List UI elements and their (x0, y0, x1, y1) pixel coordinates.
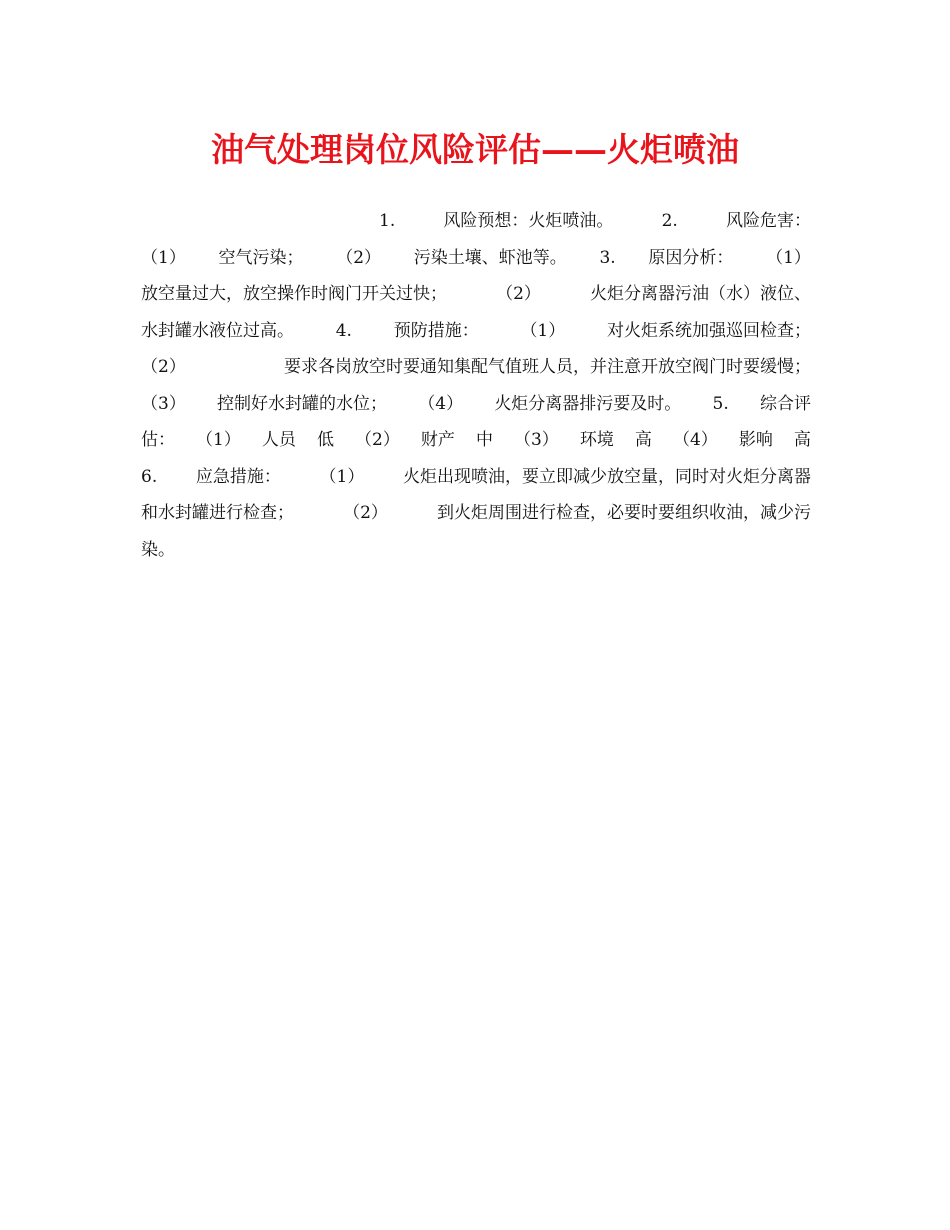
text-segment: 2. (661, 211, 678, 231)
document-title: 油气处理岗位风险评估——火炬喷油 (211, 130, 739, 169)
text-line-7 (141, 422, 811, 459)
text-segment: 染。 (141, 539, 175, 560)
text-segment: 水封罐水液位过高。 (141, 320, 294, 341)
text-segment: 风险危害： (725, 211, 811, 231)
text-segment: （2） (496, 284, 541, 304)
text-segment: （1） (766, 247, 811, 268)
text-segment: 放空量过大，放空操作时阀门开关过快； (141, 284, 447, 304)
text-segment: 预防措施： (393, 320, 479, 341)
text-line-2 (141, 240, 811, 277)
text-segment: 3. (599, 247, 616, 268)
text-segment: 风险预想：火炬喷油。 (443, 211, 614, 231)
text-segment: （3） (141, 393, 186, 414)
text-segment: （1） (319, 466, 365, 487)
text-segment: 影响 (738, 430, 773, 450)
text-line-3 (141, 276, 811, 313)
text-segment: 火炬分离器污油（水）液位、 (589, 284, 811, 304)
text-line-9 (141, 495, 811, 532)
text-line-6 (141, 386, 811, 423)
text-segment: （2） (141, 357, 186, 377)
text-segment: 6. (141, 466, 158, 487)
text-segment: （3） (513, 430, 559, 450)
text-segment: 控制好水封罐的水位； (217, 393, 388, 414)
text-segment: 估： (141, 430, 175, 450)
text-segment: 高 (793, 430, 811, 450)
text-segment: 原因分析： (648, 247, 734, 268)
text-segment: （1） (196, 430, 241, 450)
text-segment: 火炬出现喷油，要立即减少放空量，同时对火炬分离器 (402, 466, 811, 487)
text-line-5 (141, 349, 811, 386)
text-line-8 (141, 459, 811, 496)
document-body (141, 203, 811, 568)
text-segment: 5. (712, 393, 729, 414)
text-line-1-segments (379, 203, 811, 240)
text-segment: 污染土壤、虾池等。 (413, 247, 567, 268)
text-segment: 到火炬周围进行检查，必要时要组织收油，减少污 (436, 503, 811, 523)
text-segment: 财产 (420, 430, 455, 450)
text-segment: （2） (355, 430, 400, 450)
text-segment: （4） (672, 430, 718, 450)
text-segment: 综合评 (759, 393, 811, 414)
text-line-10 (141, 532, 811, 569)
text-segment: 高 (634, 430, 652, 450)
text-segment: 空气污染； (218, 247, 304, 268)
text-segment: 低 (316, 430, 334, 450)
text-segment: 人员 (261, 430, 296, 450)
text-segment: 4. (335, 320, 352, 341)
text-segment: （2） (336, 247, 382, 268)
text-segment: （1） (520, 320, 566, 341)
text-segment: 和水封罐进行检查； (141, 503, 294, 523)
text-segment: （1） (141, 247, 186, 268)
text-segment: 中 (475, 430, 493, 450)
text-line-1 (141, 203, 811, 240)
text-segment: 应急措施： (195, 466, 281, 487)
text-segment: （4） (418, 393, 464, 414)
text-segment: 要求各岗放空时要通知集配气值班人员，并注意开放空阀门时要缓慢； (284, 357, 811, 377)
text-segment: （2） (343, 503, 388, 523)
text-line-4 (141, 313, 811, 350)
text-segment: 1. (379, 211, 396, 231)
text-segment: 对火炬系统加强巡回检查； (607, 320, 811, 341)
text-segment: 环境 (579, 430, 614, 450)
text-segment: 火炬分离器排污要及时。 (494, 393, 682, 414)
